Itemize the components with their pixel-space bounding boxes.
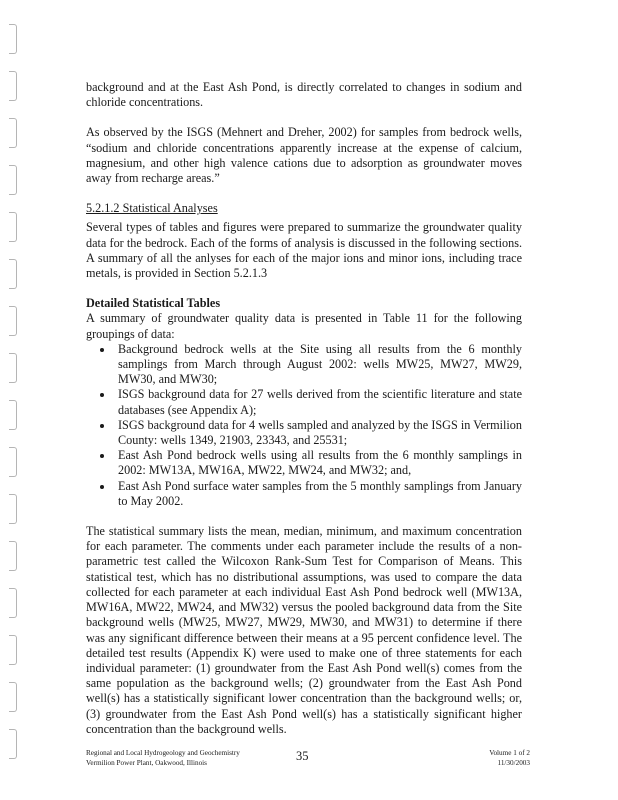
page-footer <box>86 748 530 778</box>
binder-hole <box>9 259 17 289</box>
binder-hole <box>9 447 17 477</box>
footer-volume: Volume 1 of 2 <box>489 749 530 757</box>
binder-hole <box>9 353 17 383</box>
paragraph-summary-intro: A summary of groundwater quality data is presented in Table 11 for the following groupings of data: <box>86 311 522 341</box>
data-groupings-list <box>86 342 522 509</box>
paragraph-statistical-summary: The statistical summary lists the mean, median, minimum, and maximum concentration for each parameter. The comments under each parameter include the results of a non-parametric test called the Wilcoxon Rank-Sum Test for Comparison of Means. This statistical test, which has no distributional assumptions, was used to compare the data collected for each parameter at each individual East Ash Pond bedrock well (MW13A, MW16A, MW22, MW24, and MW32) versus the pooled background data from the Site background wells (MW25, MW27, MW29, MW30, and MW31) to determine if there was any significant difference between their means at a 95 percent confidence level. The detailed test results (Appendix K) were used to make one of three statements for each individual parameter: (1) groundwater from the East Ash Pond well(s) comes from the same population as the background wells; (2) groundwater from the East Ash Pond well(s) has a statistically significant lower concentration than the background wells; or, (3) groundwater from the East Ash Pond well(s) has a statistically significant higher concentration than the background wells. <box>86 524 522 736</box>
list-item: East Ash Pond surface water samples from the 5 monthly samplings from January to May 2002. <box>86 479 522 509</box>
list-item: East Ash Pond bedrock wells using all results from the 6 monthly samplings in 2002: MW13A, MW16A, MW22, MW24, and MW32; and, <box>86 448 522 478</box>
binder-holes <box>0 0 30 800</box>
binder-hole <box>9 494 17 524</box>
list-item: ISGS background data for 4 wells sampled and analyzed by the ISGS in Vermilion County: wells 1349, 21903, 23343, and 25531; <box>86 418 522 448</box>
binder-hole <box>9 400 17 430</box>
binder-hole <box>9 541 17 571</box>
binder-hole <box>9 588 17 618</box>
binder-hole <box>9 24 17 54</box>
page-body <box>86 80 522 737</box>
binder-hole <box>9 682 17 712</box>
section-heading: 5.2.1.2 Statistical Analyses <box>86 201 218 216</box>
binder-hole <box>9 212 17 242</box>
binder-hole <box>9 165 17 195</box>
binder-hole <box>9 71 17 101</box>
footer-right <box>489 748 530 768</box>
footer-report-title: Regional and Local Hydrogeology and Geochemistry <box>86 749 240 757</box>
binder-hole <box>9 635 17 665</box>
subheading-detailed-tables: Detailed Statistical Tables <box>86 296 221 311</box>
footer-location: Vermilion Power Plant, Oakwood, Illinois <box>86 759 207 767</box>
list-item: ISGS background data for 27 wells derived from the scientific literature and state databases (see Appendix A); <box>86 387 522 417</box>
paragraph-isgs-observation: As observed by the ISGS (Mehnert and Dreher, 2002) for samples from bedrock wells, “sodium and chloride concentrations apparently increase at the expense of calcium, magnesium, and other high valence cations due to adsorption as groundwater moves away from recharge areas.” <box>86 125 522 186</box>
page-number: 35 <box>296 749 309 763</box>
binder-hole <box>9 729 17 759</box>
paragraph-statistical-intro: Several types of tables and figures were prepared to summarize the groundwater quality data for the bedrock. Each of the forms of analysis is discussed in the following sections. A summary of all the anlyses for each of the major ions and minor ions, including trace metals, is provided in Section 5.2.1.3 <box>86 220 522 281</box>
binder-hole <box>9 118 17 148</box>
binder-hole <box>9 306 17 336</box>
list-item: Background bedrock wells at the Site using all results from the 6 monthly samplings from March through August 2002: wells MW25, MW27, MW29, MW30, and MW30; <box>86 342 522 388</box>
footer-left <box>86 748 240 768</box>
footer-date: 11/30/2003 <box>497 759 530 767</box>
paragraph-continuation: background and at the East Ash Pond, is directly correlated to changes in sodium and chloride concentrations. <box>86 80 522 110</box>
